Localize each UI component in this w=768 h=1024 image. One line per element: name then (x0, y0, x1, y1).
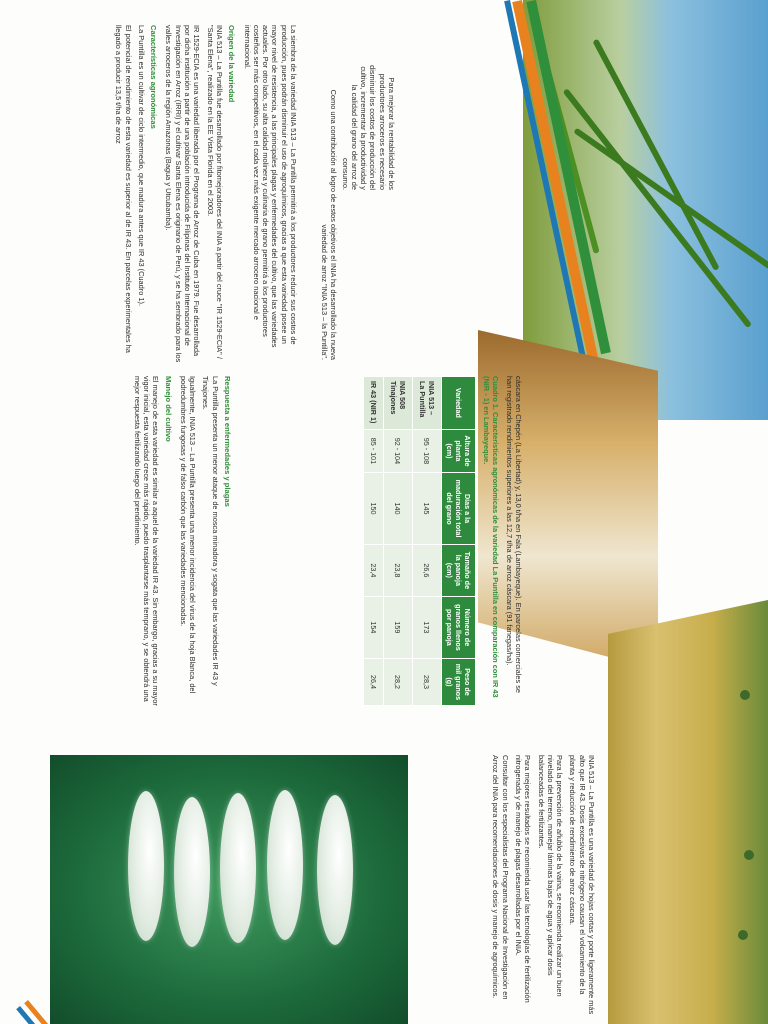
table-row (413, 377, 442, 706)
table-cell: 92 - 104 (384, 429, 413, 472)
table-cell: 23,4 (364, 544, 384, 596)
table-header-cell: Número de granos llenos por panoja (442, 596, 476, 658)
rice-grain (174, 797, 210, 947)
table-header-row (442, 377, 476, 706)
caracteristicas-paragraph-1: La Puntilla es un cultivar de ciclo intermedio, que madura antes que IR 43 (Cuadro 1). (136, 25, 146, 306)
table-cell: IR 43 (NIR 1) (364, 377, 384, 430)
table-header-cell: Variedad (442, 377, 476, 430)
rice-grain (128, 791, 164, 941)
table-cell: 95 - 108 (413, 429, 442, 472)
rice-leaf (573, 128, 768, 276)
table-header-cell: Peso de mil granos (g) (442, 658, 476, 705)
respuesta-heading: Respuesta a enfermedades y plagas (223, 376, 232, 507)
column-1 (110, 25, 298, 365)
table-cell: 85 - 101 (364, 429, 384, 472)
respuesta-paragraph-1: La Puntilla presenta un menor ataque de mosca minadora y sogata que las variedades IR 43 y Tinajones. (201, 376, 220, 686)
table-row (384, 377, 413, 706)
table-cell: 173 (413, 596, 442, 658)
table-caption: Cuadro 1. Características agronómicas de la variedad La Puntilla en comparación con IR 43 (NIR - 1) en Lambayeque. (482, 376, 501, 698)
table-cell: INIA 508 Tinajones (384, 377, 413, 430)
column-3-paragraph-2: Para la prevención de añublo de la vaina, se recomienda realizar un buen nivelado del terreno, manejar láminas bajas de agua y aplicar dosis balanceadas de fertilizantes. (536, 755, 565, 997)
table-header-cell: Altura de planta (cm) (442, 429, 476, 472)
rice-grain (317, 795, 353, 945)
column-3-paragraph-1: INIA 513 – La Puntilla es una variedad de hojas cortas y porte ligeramente más alto que IR 43. Dosis excesivas de nitrógeno causan el volcamiento de la planta y reducción de rendimiento de arroz cáscara. (568, 755, 596, 1015)
origen-paragraph-1: INIA 513 – La Puntilla fue desarrollado por fitomejoradores del INIA a partir del cruce "IR 1529-ECIA" / "Santa Elena", realizado en la EE Vista Florida en el 2003. (205, 25, 224, 359)
rice-grain (267, 790, 303, 940)
table-cell: 28,3 (413, 658, 442, 705)
rice-grain (220, 793, 256, 943)
table-header-cell: Tamaño de la panoja (cm) (442, 544, 476, 596)
yield-paragraph: cáscara en Chepén (La Libertad) y, 13,0 t/ha en Fala (Lambayeque). En parcelas comerciales se han registrado rendimientos superiores a las 12,7 t/ha de arroz cáscara (91 fanegas/ha). (504, 376, 523, 694)
manejo-paragraph-1: El manejo de esta variedad es similar a aquel de la variedad IR 43. Sin embargo, gracias a su mayor vigor inicial, esta variedad crece más rápido, puedo trasplantarse más temprano, y se obtendrá una mejor respuesta fertilizando luego del prendimiento. (132, 376, 161, 706)
tree-silhouette (740, 690, 750, 700)
rice-field-photo (608, 600, 768, 1024)
tree-silhouette (744, 850, 754, 860)
intro-paragraph-1: Para mejorar la rentabilidad de los productores arroceros es necesario disminuir los costos de producción del cultivo, incrementar la productividad y la calidad del grano del arroz de consumo. (340, 65, 396, 190)
table-cell: 150 (364, 473, 384, 545)
caracteristicas-paragraph-2: El potencial de rendimiento de esta variedad es superior al de IR 43. En parcelas experimentales ha llegado a producir 13,5 t/ha de arroz (114, 25, 133, 353)
origen-paragraph-2: IR 1529-ECIA es una variedad liberada por el Programa de Arroz de Cuba en 1979. Fue desarrollada por dicha institución a partir de una población introducida de Filipinas del Instituto Internacional de Investigación en Arroz (IRRI) y el cultivar Santa Elena es originario de Perú, y se ha sembrado para los valles arroceros de la región Amazonas (Bagua y Utcubamba). (164, 25, 202, 363)
milled-rice-grains-photo (50, 755, 408, 1024)
table-header-cell: Días a la maduración total del grano (442, 473, 476, 545)
column-3-paragraph-3: Para mejores resultados se recomienda usar las tecnologías de fertilización nitrogenada y de manejo de plagas desarrolladas por el INIA. (513, 755, 533, 1003)
table-cell: 28,2 (384, 658, 413, 705)
column-3-paragraph-4: Consultar con los especialistas del Programa Nacional de Investigación en Arroz del INIA para recomendaciones de dosis y manejo de agroquímicos. (491, 755, 510, 1000)
table-cell: 145 (413, 473, 442, 545)
table-cell: INIA 513 – La Puntilla (413, 377, 442, 430)
table-cell: 140 (384, 473, 413, 545)
table-cell: 154 (364, 596, 384, 658)
column-3 (487, 755, 596, 1015)
table-cell: 26,4 (364, 658, 384, 705)
caracteristicas-heading: Características agronómicas (149, 25, 159, 129)
origen-heading: Origen de la variedad (227, 25, 237, 103)
column-2-top (478, 376, 523, 706)
agronomic-characteristics-table (363, 376, 476, 706)
intro-paragraph-3: La siembra de la variedad INIA 513 – La Puntilla permitirá a los productores reducir sus costos de producción, pues podrán disminuir el uso de agroquímicos, gracias a que esta variedad posee un mayor nivel de resistencia, a las principales plagas y enfermedades del cultivo, que las variedades actuales. Por otro lado, su alta calidad molinera y culinaria de grano permitirá a los productores costeños ser más competitivos, en el cada vez más exigente mercado arrocero nacional e internacional. (242, 25, 298, 348)
table-cell: 26,6 (413, 544, 442, 596)
table-row (364, 377, 384, 706)
intro-paragraph-2: Como una contribución al logro de estos objetivos el INIA ha desarrollado la nueva variedad de arroz "INIA 513 – la Puntilla". (319, 89, 338, 360)
table-cell: 159 (384, 596, 413, 658)
tree-silhouette (738, 930, 748, 940)
table-cell: 23,8 (384, 544, 413, 596)
manejo-heading: Manejo del cultivo (163, 376, 173, 442)
column-2-bottom (128, 376, 238, 706)
respuesta-paragraph-2: Igualmente, INIA 513 – La Puntilla presenta una menor incidencia del virus de la hoja Blanca, del podredumbres fungosas y de falso carbón que las variedades mencionadas. (178, 376, 198, 694)
